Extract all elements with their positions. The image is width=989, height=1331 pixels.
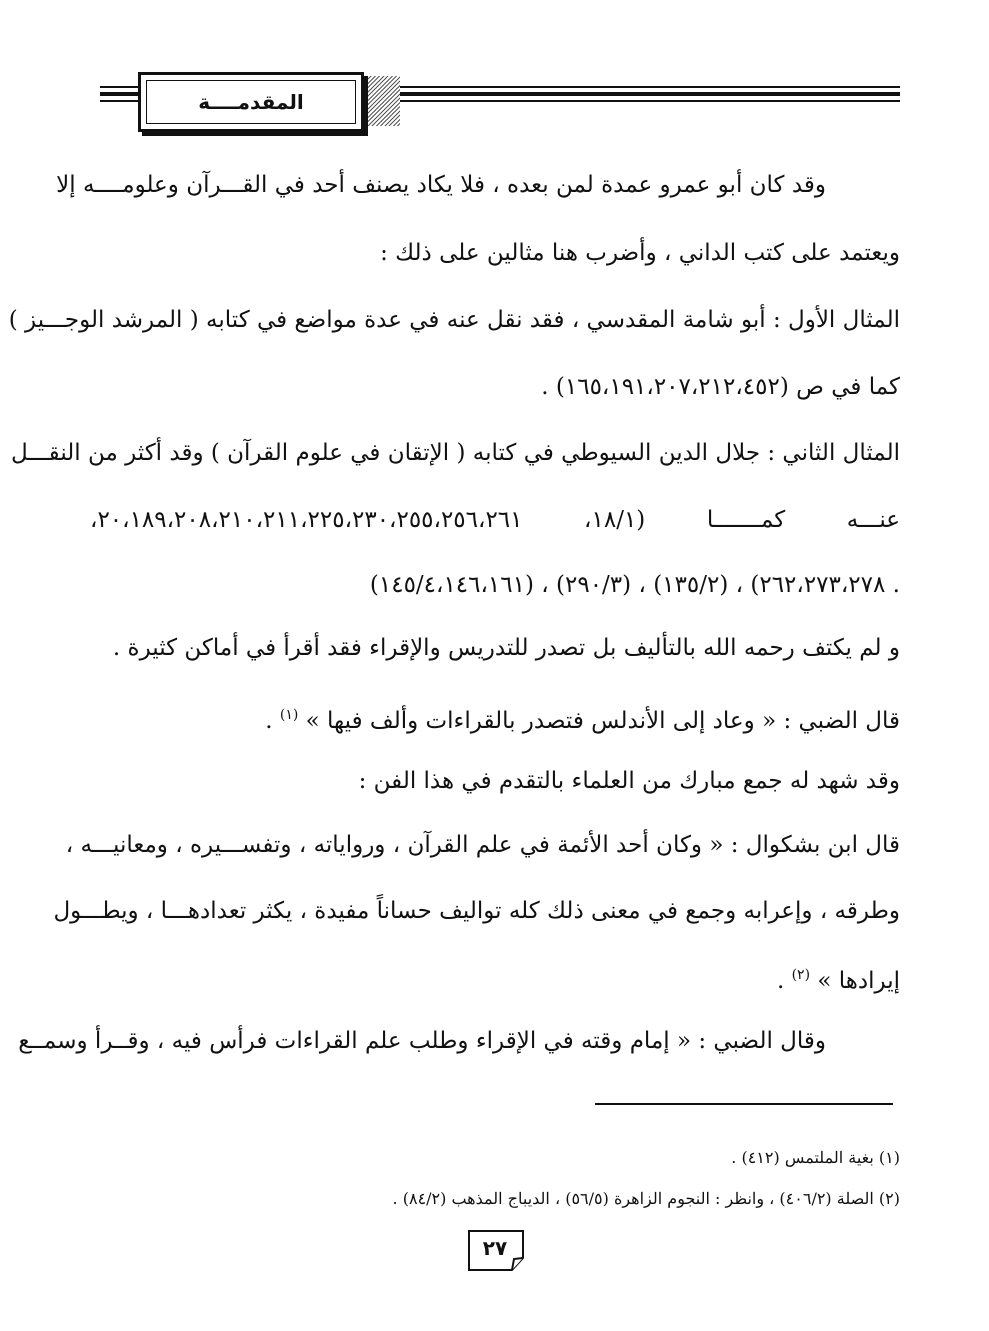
footnote-2: (٢) الصلة (٤٠٦/٢) ، وانظر : النجوم الزاهرة (٥٦/٥) ، الديباج المذهب (٨٤/٢) .	[392, 1189, 900, 1208]
footnote-divider	[595, 1103, 893, 1105]
section-title: المقدمــــة	[198, 90, 304, 114]
paragraph-line-7: ٢٦٢،٢٧٣،٢٧٨) ، (١٣٥/٢) ، (٢٩٠/٣) ، (١٤٥/٤،١٤٦،١٦١) .	[369, 572, 900, 598]
footnote-1: (١) بغية الملتمس (٤١٢) .	[731, 1148, 900, 1167]
paragraph-line-11: قال ابن بشكوال : « وكان أحد الأئمة في علم القرآن ، ورواياته ، وتفســـيره ، ومعانيـــه ،	[65, 832, 900, 858]
page-header	[100, 72, 900, 130]
paragraph-line-13	[90, 960, 900, 996]
trailing-period: .	[776, 968, 785, 994]
paragraph-line-9	[90, 700, 900, 736]
header-rule-right-1	[400, 86, 900, 88]
quote-end-text: إيرادها »	[817, 968, 900, 994]
header-rule-left-1	[100, 86, 138, 88]
paragraph-line-8: و لم يكتف رحمه الله بالتأليف بل تصدر للتدريس والإقراء فقد أقرأ في أماكن كثيرة .	[112, 635, 900, 661]
paragraph-line-4: كما في ص (١٦٥،١٩١،٢٠٧،٢١٢،٤٥٢) .	[541, 374, 900, 400]
trailing-period: .	[265, 708, 273, 734]
paragraph-line-12: وطرقه ، وإعرابه وجمع في معنى ذلك كله تواليف حساناً مفيدة ، يكثر تعدادهـــا ، ويطـــول	[53, 898, 900, 924]
page-number: ٢٧	[482, 1236, 508, 1260]
header-ornament	[362, 76, 400, 126]
paragraph-line-2: ويعتمد على كتب الداني ، وأضرب هنا مثالين على ذلك :	[380, 240, 900, 266]
paragraph-line-3: المثال الأول : أبو شامة المقدسي ، فقد نقل عنه في عدة مواضع في كتابه ( المرشد الوجـــيز )	[8, 307, 900, 333]
header-title-box	[138, 72, 364, 132]
header-rule-left-3	[100, 100, 138, 102]
header-rule-left-2	[100, 92, 138, 96]
paragraph-line-5: المثال الثاني : جلال الدين السيوطي في كتابه ( الإتقان في علوم القرآن ) وقد أكثر من النقـــل	[11, 440, 900, 466]
paragraph-line-10: وقد شهد له جمع مبارك من العلماء بالتقدم في هذا الفن :	[358, 768, 900, 794]
paragraph-line-1: وقد كان أبو عمرو عمدة لمن بعده ، فلا يكاد يصنف أحد في القـــرآن وعلومــــه إلا	[56, 172, 826, 198]
header-rule-right-3	[400, 100, 900, 102]
header-rule-right-2	[400, 92, 900, 96]
footnote-ref-1: (١)	[279, 707, 299, 723]
paragraph-line-14: وقال الضبي : « إمام وقته في الإقراء وطلب علم القراءات فرأس فيه ، وقــرأ وسمــع	[18, 1028, 826, 1054]
paragraph-line-6: عنـــه كمـــــــا (١٨/١، ٢٠،١٨٩،٢٠٨،٢١٠،٢١١،٢٢٥،٢٣٠،٢٥٥،٢٥٦،٢٦١،	[90, 507, 901, 533]
quote-text: قال الضبي : « وعاد إلى الأندلس فتصدر بالقراءات وألف فيها »	[305, 708, 900, 734]
page-number-box	[468, 1230, 526, 1272]
footnote-ref-2: (٢)	[791, 967, 811, 983]
